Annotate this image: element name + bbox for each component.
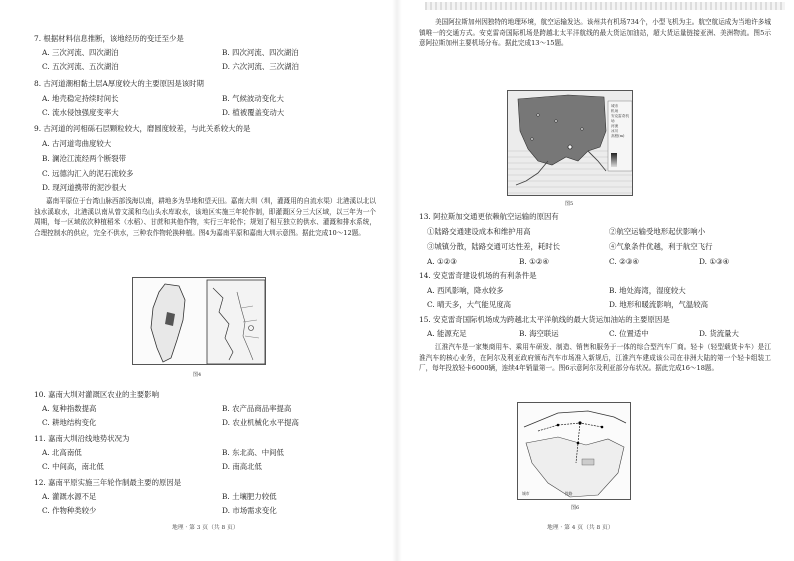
- q10-option-b: B. 农产品商品率提高: [222, 404, 292, 413]
- q12-option-b: B. 土壤肥力较低: [222, 492, 277, 501]
- legend-city: 城市: [611, 104, 619, 108]
- q7-option-d: D. 六次河流、三次湖泊: [222, 62, 299, 71]
- q13-option-d: D. ①③④: [699, 257, 730, 266]
- legend-anchorage: 安克雷奇机场: [611, 114, 629, 123]
- q12-option-c: C. 作物种类较少: [42, 506, 97, 515]
- page-4: [397, 0, 794, 561]
- q15-option-d: D. 货流量大: [699, 329, 739, 338]
- q15-option-c: C. 位置适中: [609, 329, 649, 338]
- page-4-footer: 地理 · 第 4 页（共 8 页）: [547, 525, 614, 531]
- legend-railway: 铁路: [564, 491, 573, 496]
- q14-option-c: C. 晴天多，大气能见度高: [427, 300, 511, 309]
- figure-4-map: [132, 277, 266, 365]
- question-14: 14. 安克雷奇建设机场的有利条件是: [419, 271, 537, 280]
- inset-map-frame: [207, 280, 265, 364]
- city-marker: [578, 421, 581, 424]
- question-11: 11. 嘉南大圳沿线地势状况为: [34, 434, 130, 443]
- page-3-footer: 地理 · 第 3 页（共 8 页）: [172, 525, 239, 531]
- legend-elevation: 高程(m): [611, 134, 625, 138]
- anchorage-airport-marker: [568, 145, 572, 149]
- question-15: 15. 安克雷奇国际机场成为跨越北太平洋航线的最大货运加油站的主要原因是: [419, 315, 670, 324]
- elevation-scale: [611, 153, 617, 167]
- q9-option-d: D. 现河道携带的泥沙很大: [42, 183, 127, 192]
- legend-airport: 机场: [611, 109, 619, 113]
- q11-option-b: B. 东北高、中间低: [222, 448, 284, 457]
- q13-option-c: C. ②③④: [609, 257, 639, 266]
- q8-option-a: A. 地壳稳定持续时间长: [42, 94, 119, 103]
- passage-jac: 江淮汽车是一家集商用车、乘用车研发、制造、销售和服务于一体的综合型汽车厂商。轻卡（轻型载货卡车）是江淮汽车的核心业务，在阿尔及利亚政府颁布汽车市场准入新规后，江淮汽车建成该公司在非洲大陆的第一个轻卡组装工厂，每年投放轻卡6000辆，连续4年销量第一。图6示意阿尔及利亚部分布状况。据此完成16～18题。: [419, 343, 771, 372]
- q10-option-c: C. 耕地结构变化: [42, 418, 97, 427]
- q11-option-d: D. 南高北低: [222, 462, 262, 471]
- q15-option-b: B. 海空联运: [519, 329, 559, 338]
- map-label-box: [582, 459, 594, 465]
- q9-option-b: B. 澜沧江流经两个断裂带: [42, 154, 127, 163]
- q8-option-b: B. 气候波动变化大: [222, 94, 284, 103]
- airport-marker: [531, 138, 533, 140]
- city-marker: [577, 442, 580, 445]
- question-8: 8. 古河道潮相黏土层A厚度较大的主要原因是该时期: [34, 79, 204, 88]
- question-12: 12. 嘉南平原实施三年轮作制最主要的原因是: [34, 478, 182, 487]
- q13-option-a: A. ①②③: [427, 257, 457, 266]
- city-marker: [557, 424, 560, 427]
- q13-option-b: B. ①②④: [519, 257, 550, 266]
- legend-glacier: 冰川: [611, 129, 619, 133]
- q9-option-a: A. 古河道弯曲度较大: [42, 139, 112, 148]
- figure-5-legend: [611, 104, 632, 139]
- q7-option-c: C. 五次河流、五次湖泊: [42, 62, 119, 71]
- q13-item-3: ③城镇分散，陆路交通可达性差，耗时长: [427, 242, 561, 251]
- figure-6-svg: [518, 403, 631, 500]
- q10-option-a: A. 复种指数提高: [42, 404, 97, 413]
- q14-option-a: A. 西风影响，降水较多: [427, 286, 504, 295]
- legend-city: 城市: [522, 491, 530, 496]
- q11-option-a: A. 北高南低: [42, 448, 82, 457]
- q12-option-a: A. 灌溉水源不足: [42, 492, 97, 501]
- airport-marker: [555, 120, 557, 122]
- figure-5-map: [507, 90, 633, 196]
- figure-4-caption: 图4: [193, 372, 202, 378]
- q9-option-c: C. 远德沟汇入的泥石流较多: [42, 169, 134, 178]
- question-10: 10. 嘉南大圳对灌溉区农业的主要影响: [34, 390, 159, 399]
- figure-5-caption: 图5: [565, 201, 574, 207]
- question-7: 7. 根据材料信息推断，该地经历的变迁至少是: [34, 34, 184, 43]
- figure-6-legend: [522, 491, 572, 497]
- q13-item-2: ②航空运输受地形起伏影响小: [609, 227, 706, 236]
- q7-option-b: B. 四次河流、四次湖泊: [222, 48, 299, 57]
- q13-item-4: ④气象条件优越，利于航空飞行: [609, 242, 713, 251]
- figure-6-caption: 图6: [571, 505, 580, 511]
- airport-marker: [581, 128, 583, 130]
- q11-option-c: C. 中间高，南北低: [42, 462, 104, 471]
- figure-6-map: [517, 402, 631, 500]
- city-marker: [601, 426, 604, 429]
- q8-option-d: D. 植被覆盖变动大: [222, 108, 285, 117]
- passage-alaska: 美国阿拉斯加州因独特的地理环境，航空运输发达。该州共有机场734个，小型飞机为主。航空航运成为当地许多城镇唯一的交通方式。安克雷奇国际机场是跨越北太平洋航线的最大货运加油站，超大货运量链接亚洲、美洲物流。图5示意阿拉斯加州主要机场分布。据此完成13～15题。: [419, 18, 771, 47]
- passage-jianan: 嘉南平原位于台湾山脉西部浅海以南，耕地多为旱地和望天田。嘉南大圳（圳，灌溉用的自流水渠）北港溪以北以浊水溪取水，北港溪以南从曾文溪和乌山头水库取水，该地区实施三年轮作制，即灌溉区分三大区域，以三年为一个周期，每一区域依次种植稻米（水稻）、甘蔗和其他作物，实行三年轮作；规划了相互独立的供水、灌溉和排水系统，合理控制水的供应，完全不供水，三种农作物轮换种植。图4为嘉南平原和嘉南大圳示意图。据此完成10～12题。: [34, 197, 376, 237]
- figure-4-svg: [133, 278, 266, 365]
- q12-option-d: D. 市场需求变化: [222, 506, 277, 515]
- q7-option-a: A. 三次河流、四次湖泊: [42, 48, 119, 57]
- airport-marker: [537, 114, 539, 116]
- q15-option-a: A. 能源充足: [427, 329, 467, 338]
- question-13: 13. 阿拉斯加交通更依赖航空运输的原因有: [419, 212, 559, 221]
- q13-item-1: ①陆路交通建设成本和维护用高: [427, 227, 531, 236]
- q14-option-d: D. 地形和暖流影响，气温较高: [609, 300, 709, 309]
- question-9: 9. 古河道的河相砾石层颗粒较大，磨圆度较差，与此关系较大的是: [34, 124, 251, 133]
- q10-option-d: D. 农业机械化水平提高: [222, 418, 299, 427]
- q14-option-b: B. 地处海湾，湿度较大: [609, 286, 686, 295]
- q8-option-c: C. 流水侵蚀强度变率大: [42, 108, 119, 117]
- legend-river: 河流: [611, 124, 619, 128]
